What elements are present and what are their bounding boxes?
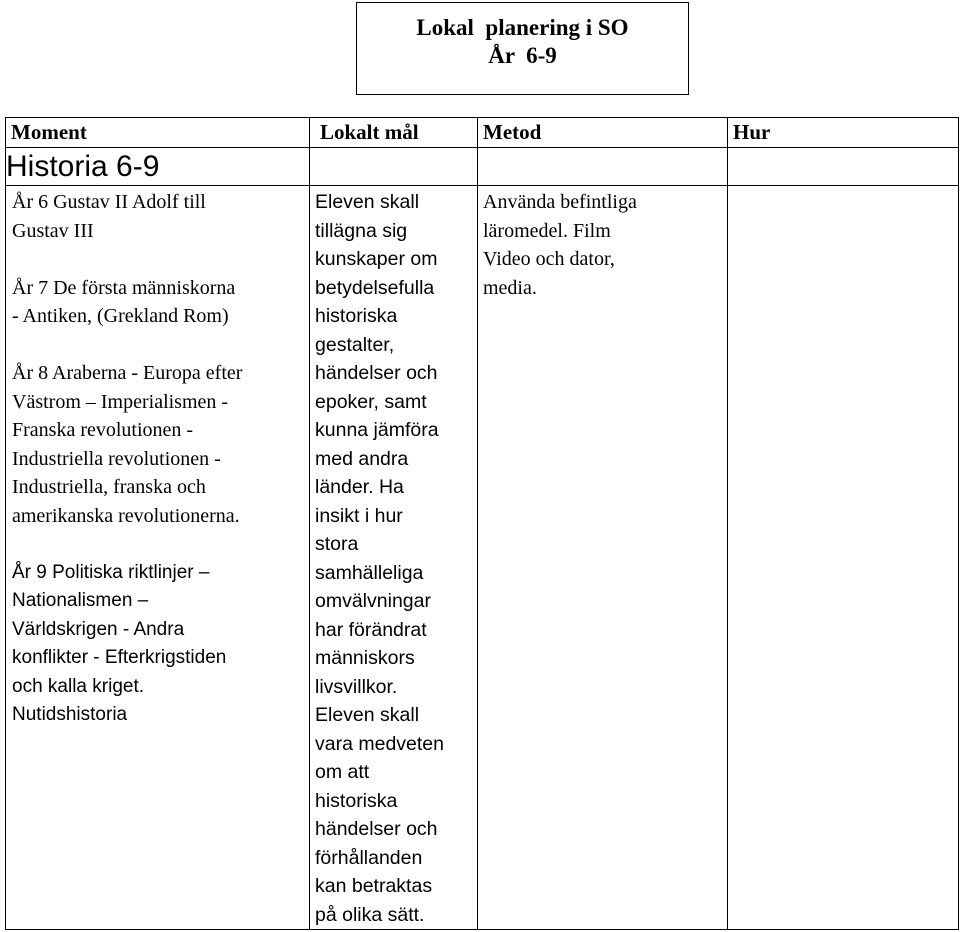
goal-line: om att: [315, 761, 370, 783]
subject-empty-cell: [478, 148, 728, 186]
title-box: [356, 2, 689, 95]
column-header-metod: Metod: [478, 118, 728, 148]
goal-line: historiska: [315, 789, 398, 812]
goal-cell: [310, 186, 478, 930]
moment-line: och kalla kriget.: [12, 675, 145, 697]
year-6-block: [12, 188, 309, 245]
goal-line: historiska: [315, 305, 398, 327]
column-header-moment: Moment: [6, 118, 310, 148]
year-8-block: [12, 359, 309, 530]
goal-line: händelser och: [315, 362, 438, 384]
subject-title: Historia 6-9: [6, 148, 310, 186]
method-line: media.: [483, 276, 537, 299]
moment-line: År 9 Politiska riktlinjer –: [12, 561, 210, 583]
goal-line: händelser och: [315, 818, 438, 840]
goal-line: kan betraktas: [315, 875, 433, 897]
goal-line: förhållanden: [315, 846, 423, 869]
column-header-lokalt-mal: Lokalt mål: [310, 118, 478, 148]
method-line: Video och dator,: [483, 248, 615, 270]
moment-line: År 8 Araberna - Europa efter: [12, 362, 243, 384]
goal-line: har förändrat: [315, 618, 427, 641]
goal-line: insikt i hur: [315, 504, 403, 527]
goal-line: tillägna sig: [315, 219, 408, 242]
moment-line: Industriella revolutionen -: [12, 447, 221, 470]
goal-line: stora: [315, 533, 359, 555]
moment-line: År 7 De första människorna: [12, 276, 236, 299]
year-9-block: [12, 559, 309, 730]
method-line: Använda befintliga: [483, 191, 637, 213]
content-row: [6, 186, 959, 930]
hur-cell: [728, 186, 959, 930]
goal-line: gestalter,: [315, 333, 395, 356]
moment-line: Västrom – Imperialismen -: [12, 390, 229, 413]
header-row: [6, 118, 959, 148]
goal-line: på olika sätt.: [315, 903, 425, 926]
goal-line: samhälleliga: [315, 561, 424, 584]
moment-line: Världskrigen - Andra: [12, 618, 185, 640]
moment-line-nutidshistoria: Nutidshistoria: [12, 704, 128, 725]
goal-line: vara medveten: [315, 732, 444, 755]
goal-line: människors: [315, 647, 415, 669]
method-line: läromedel. Film: [483, 219, 611, 242]
moment-cell: [6, 186, 310, 930]
moment-line: Nationalismen –: [12, 590, 149, 611]
goal-line: betydelsefulla: [315, 276, 435, 299]
moment-line: amerikanska revolutionerna.: [12, 504, 240, 527]
planning-table: [5, 117, 959, 930]
goal-line: Eleven skall: [315, 704, 420, 726]
subject-row: [6, 148, 959, 186]
method-cell: [478, 186, 728, 930]
goal-line: epoker, samt: [315, 390, 427, 413]
subject-empty-cell: [728, 148, 959, 186]
column-header-hur: Hur: [728, 118, 959, 148]
moment-line: Gustav III: [12, 219, 94, 242]
moment-line: konflikter - Efterkrigstiden: [12, 647, 227, 668]
year-7-block: [12, 274, 309, 331]
goal-line: omvälvningar: [315, 590, 431, 612]
title-line-2: År 6-9: [488, 43, 557, 68]
goal-line: kunskaper om: [315, 248, 438, 270]
goal-line: länder. Ha: [315, 476, 404, 498]
goal-line: kunna jämföra: [315, 419, 439, 441]
title-line-1: Lokal planering i SO: [416, 15, 629, 40]
subject-empty-cell: [310, 148, 478, 186]
moment-line: Industriella, franska och: [12, 476, 206, 498]
moment-line: Franska revolutionen -: [12, 419, 194, 441]
goal-line: livsvillkor.: [315, 675, 398, 698]
goal-line: Eleven skall: [315, 191, 420, 213]
moment-line: År 6 Gustav II Adolf till: [12, 191, 206, 213]
goal-line: med andra: [315, 447, 409, 470]
moment-line: - Antiken, (Grekland Rom): [12, 305, 229, 327]
